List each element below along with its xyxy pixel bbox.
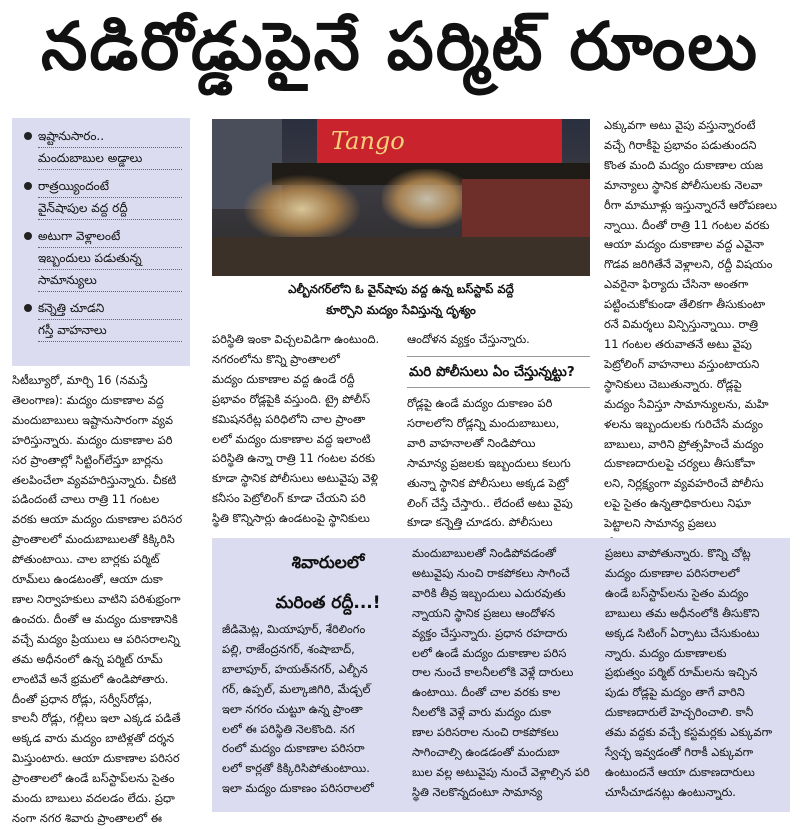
article-column-3 xyxy=(407,394,590,534)
article-line: అక్కడ సిటింగ్‌ ఏర్పాటు చేసుకుంటు xyxy=(605,625,760,640)
bullet-icon xyxy=(24,304,32,312)
article-column-4 xyxy=(604,116,790,536)
boxed-story-subhead xyxy=(248,543,408,623)
article-line: మద్యం దుకాణాల పరిసరాలలో xyxy=(605,565,740,580)
article-line: కూడా స్థానిక పోలీసులు అటువైపు వెళ్లి xyxy=(212,471,378,486)
highlight-line: అటుగా వెళ్లాలంటే xyxy=(38,226,182,248)
boxed-column-1 xyxy=(222,620,402,800)
article-line: తలపించేలా వ్యవహరిస్తున్నారు. చీకటి xyxy=(12,472,177,487)
highlight-item xyxy=(22,176,182,220)
article-line: మద్యం సేవిస్తూ సామాన్యులను, మహి xyxy=(604,396,769,411)
article-line: రోడ్లపై ఉండే మద్యం దుకాణం పరి xyxy=(407,396,553,410)
bullet-icon xyxy=(24,132,32,140)
article-line: ప్రజలు వాపోతున్నారు. కొన్ని చోట్ల xyxy=(605,546,751,560)
headline: నడిరోడ్డుపైనే పర్మిట్‌ రూంలు xyxy=(40,7,760,85)
article-line: దీంతో ప్రధాన రోడ్లు, సర్వీస్‌రోడ్లు, xyxy=(12,691,153,706)
article-column-2 xyxy=(212,330,397,535)
article-line: వారి వాహనాలతో నిండిపోయి xyxy=(407,435,536,450)
caption-line: ఎల్బీనగర్‌లోని ఓ వైన్‌షాపు వద్ద ఉన్న బస్‌స్టాప్‌ వద్దే xyxy=(288,282,514,296)
article-line: పోతుంటాయి. చాల బార్లకు పర్మిట్‌ xyxy=(12,552,160,567)
article-line: ణాల నిర్వాహకులు వాటిని పరిశుభ్రంగా xyxy=(12,591,181,606)
highlights-list xyxy=(22,126,182,342)
article-line: సర ప్రాంతాల్లో సిట్టింగ్‌లేస్తూ బార్లను xyxy=(12,452,163,467)
article-line: మందుబాబులతో నిండిపోవడంతో xyxy=(412,546,557,560)
article-line: పుడు రోడ్లపై మద్యం తాగే వారిని xyxy=(605,685,745,700)
article-line: సరాలలోని రోడ్లన్ని మందుబాబులు, xyxy=(407,415,560,430)
article-line: బాలాపూర్‌, హయత్‌నగర్‌, ఎల్బీన xyxy=(222,661,368,676)
article-line: ఉండే బస్‌స్టాప్‌లను సైతం మద్యం xyxy=(605,585,749,600)
article-line: రీగా మామూళ్లు ఇస్తున్నారనే ఆరోపణలు xyxy=(604,197,777,212)
article-line: స్థానికులు చెబుతున్నారు. రోడ్లపై xyxy=(604,376,742,391)
article-line: ఉంటుందనే ఆయా దుకాణదారులు xyxy=(605,764,755,779)
article-line: రనే విమర్శలు విన్పిస్తున్నాయి. రాత్రి xyxy=(604,317,759,332)
article-line: లలో మద్యం దుకాణాల వద్ద ఇలాంటి xyxy=(212,431,371,446)
article-line: లని, నిర్లక్ష్యంగా వ్యవహరించే పోలీసు xyxy=(604,476,764,491)
highlight-line: గస్తీ వాహనాలు xyxy=(38,320,182,342)
article-line: నంగా నగర శివారు ప్రాంతాలలో ఈ xyxy=(12,810,162,825)
article-line: కొంత మంది మద్యం దుకాణాల యజ xyxy=(604,157,764,172)
article-line: లపై సైతం ఉన్నతాధికారులు నిఘా xyxy=(604,496,751,511)
article-line: ఆయా మద్యం దుకాణాల వద్ద ఎవైనా xyxy=(604,237,765,252)
news-photo xyxy=(212,119,590,276)
article-line: అక్కడ వారు మద్యం బాటిళ్లతో దర్శన xyxy=(12,731,175,746)
subhead-line: శివారులలో xyxy=(291,553,365,573)
highlight-item xyxy=(22,126,182,170)
article-line: పరిస్థితి ఉన్నా రాత్రి 11 గంటల వరకు xyxy=(212,451,376,466)
article-line: కమిషనరేట్ల పరిధిలోని చాల ప్రాంతా xyxy=(212,411,366,426)
article-line: గొడవ జరిగితేనే వెళ్లాలని, రద్దీ విషయం xyxy=(604,257,773,272)
highlight-line: సామాన్యులు xyxy=(38,270,182,292)
boxed-column-2 xyxy=(412,544,595,806)
article-line: ప్రభావం రోడ్లపైకి వస్తుంది. ట్రై పోలీస్‌ xyxy=(212,391,371,406)
photo-shop-sign: Tango xyxy=(317,119,562,163)
highlight-line: ఇష్టానుసారం.. xyxy=(38,126,182,148)
article-line: లలో ఉండే మద్యం దుకాణాల పరిస xyxy=(412,645,567,660)
article-line: దుకాణదారులపై చర్యలు తీసుకోవా xyxy=(604,456,756,471)
article-line: స్వేచ్ఛ ఇవ్వడంతో గిరాకీ ఎక్కువగా xyxy=(605,745,754,760)
article-line: న్నారు. మద్యం దుకాణాలకు xyxy=(605,645,727,660)
article-line: లలో ఈ పరిస్థితి నెలకొంది. నగ xyxy=(222,721,355,736)
article-line: సామాన్య ప్రజలకు ఇబ్బందులు కలుగు xyxy=(407,455,571,470)
article-line: బాబులు, వారిని ప్రోత్సహించే మద్యం xyxy=(604,436,764,451)
article-line: లాంటివే అనే భ్రమలో ఉండిపోతారు. xyxy=(12,671,169,686)
boxed-column-3 xyxy=(605,544,785,806)
highlight-item xyxy=(22,298,182,342)
subhead-line: మరింత రద్దీ...! xyxy=(275,593,381,613)
article-line: ఉంటాయి. దీంతో చాల వరకు కాల xyxy=(412,685,561,700)
article-line: మందుబాబులు ఇష్టానుసారంగా వ్యవ xyxy=(12,412,173,427)
article-line: ప్రభుత్వం పర్మిట్‌ రూమ్‌లను ఇచ్చిన xyxy=(605,665,758,680)
article-line: వ్యక్తం చేస్తున్నారు. ప్రధాన రహదారు xyxy=(412,625,568,640)
article-line: ఉంచరు. దీంతో ఆ మద్యం దుకాణానికి xyxy=(12,611,178,626)
photo-light xyxy=(242,174,362,244)
article-line: న్నాయని స్థానిక ప్రజలు ఆందోళన xyxy=(412,605,555,620)
article-line: రూమ్‌లు ఉండటంతో, ఆయా దుకా xyxy=(12,572,163,587)
article-line: పరిస్థితి ఇంకా విచ్చలవిడిగా ఉంటుంది. xyxy=(212,332,380,346)
photo-caption xyxy=(212,276,590,326)
article-line: లలో కార్లతో కిక్కిరిసిపోతుంటాయి. xyxy=(222,761,370,776)
highlights-sidebar xyxy=(12,118,190,366)
bullet-icon xyxy=(24,182,32,190)
highlight-line: కన్నెత్తి చూడని xyxy=(38,298,182,320)
article-line: మాన్యాలు స్థానిక పోలీసులకు నెలవా xyxy=(604,177,763,192)
article-line: రాల నుంచే కాలనీలలోకి వెళ్లే దారులు xyxy=(412,665,574,680)
article-line: నగరంలోను కొన్ని ప్రాంతాలలో xyxy=(212,351,340,366)
article-line: మందు బాబులు వదలడం లేదు. ప్రధా xyxy=(12,791,175,806)
article-line: కాలనీ రోడ్లు, గల్లీలు ఇలా ఎక్కడ పడితే xyxy=(12,711,181,726)
article-line: మిస్తుంటారు. ఆయా దుకాణాల పరిసర xyxy=(12,751,180,766)
article-line: బుల వల్ల అటువైపు నుంచే వెళ్లాల్సిన పరి xyxy=(412,764,590,779)
highlight-line: మందుబాబుల అడ్డాలు xyxy=(38,148,182,170)
article-line: సిటీబ్యూరో, మార్చి 16 (నమస్తే xyxy=(12,373,148,387)
highlight-item xyxy=(22,226,182,292)
highlight-line: రాత్రయ్యిందంటే xyxy=(38,176,182,198)
article-line: పెట్రోలింగ్‌ వాహనాలు వస్తుంటాయని xyxy=(604,356,760,371)
article-line: రంలో మద్యం దుకాణాల పరిసరా xyxy=(222,741,365,756)
section-subhead-police: మరి పోలీసులు ఏం చేస్తున్నట్టు? xyxy=(407,356,590,388)
article-line: జీడిమెట్ల, మియాపూర్‌, శేరిలింగం xyxy=(222,622,366,636)
article-line: తెలంగాణ): మద్యం దుకాణాల వద్ద xyxy=(12,392,164,407)
article-line: ప్రాంతాలలో ఉండే బస్‌స్టాప్‌లను సైతం xyxy=(12,771,175,786)
article-line: లింగ్‌ చేస్తే చేస్తారు.. లేదంటే అటు వైపు xyxy=(407,495,573,510)
article-line: మద్యం దుకాణాల వద్ద ఉండే రద్దీ xyxy=(212,371,355,386)
article-line: ఎవరైనా ఫిర్యాదు చేసినా అంతగా xyxy=(604,277,749,292)
article-line: వారికి తీవ్ర ఇబ్బందులు ఎదురవుతు xyxy=(412,585,566,600)
article-line: నీలలోకి వెళ్లే వారు మద్యం దుకా xyxy=(412,705,551,720)
article-line: 11 గంటల తరువాతనే అటు వైపు xyxy=(604,336,752,351)
article-line: పడిందంటే చాలు రాత్రి 11 గంటల xyxy=(12,492,160,507)
article-line: బాబులు తమ అధీనంలోకి తీసుకొని xyxy=(605,605,760,620)
highlight-line: ఇబ్బందులు పడుతున్న xyxy=(38,248,182,270)
article-line: ణాల పరిసరాల నుంచి రాకపోకలు xyxy=(412,725,559,740)
article-line: అటువైపు నుంచి రాకపోకలు సాగించే xyxy=(412,565,570,580)
article-line: దుకాణదారులే హెచ్చరించాలి. కానీ xyxy=(605,705,754,720)
article-line: ఇలా నగరం చుట్టూ ఉన్న ప్రాంతా xyxy=(222,701,363,716)
bullet-icon xyxy=(24,232,32,240)
article-line: ఆందోళన వ్యక్తం చేస్తున్నారు. xyxy=(407,332,530,346)
article-line: స్థితి కొన్నిసార్లు ఉండటంపై స్థానికులు xyxy=(212,511,370,526)
article-line: తమ వద్దకు వచ్చే కస్టమర్లకు ఎక్కువగా xyxy=(605,725,773,740)
article-line: ళలను ఇబ్బందులకు గురిచేసే మద్యం xyxy=(604,416,763,431)
article-line: ఎక్కువగా అటు వైపు వస్తున్నారంటే xyxy=(604,118,756,132)
article-line: తమ అధీనంలో ఉన్న పర్మిట్‌ రూమ్‌ xyxy=(12,651,163,666)
article-line: న్నాయి. దీంతో రాత్రి 11 గంటల వరకు xyxy=(604,217,770,232)
article-line: పెట్టాలని సామాన్య ప్రజలు xyxy=(604,516,717,531)
article-line: స్థితి నెలకొన్నదంటూ సామాన్య xyxy=(412,784,543,799)
photo-light xyxy=(382,169,472,229)
article-line: కూడా కన్నెత్తి చూడరు. పోలీసులు xyxy=(407,515,553,530)
article-line: పట్టించుకోకుండా తేలికగా తీసుకుంటా xyxy=(604,297,766,312)
article-line: పల్లి, రాజేంద్రనగర్‌, శంషాబాద్‌, xyxy=(222,641,355,656)
article-line: వచ్చే గిరాకీపై ప్రభావం పడుతుందని xyxy=(604,137,757,152)
article-column-3-top xyxy=(407,330,590,352)
article-line: వచ్చే మద్యం ప్రియులు ఆ పరిసరాలన్ని xyxy=(12,631,180,646)
article-line: తున్నా స్థానిక పోలీసులు అక్కడ పెట్రో xyxy=(407,475,569,490)
photo-ground xyxy=(212,237,590,276)
caption-line: కూర్చొని మద్యం సేవిస్తున్న దృశ్యం xyxy=(326,303,476,317)
article-line: హరిస్తున్నారు. మద్యం దుకాణాల పరి xyxy=(12,432,173,447)
article-line: ప్రాంతాలలో మందుబాబులతో కిక్కిరిసి xyxy=(12,532,175,547)
article-line: ఇలా మద్యం దుకాణం పరిసరాలలో xyxy=(222,781,374,796)
article-line: చూసీచూడనట్లు ఉంటున్నారు. xyxy=(605,784,736,799)
article-line: వరకు ఆయా మద్యం దుకాణాల పరిసర xyxy=(12,512,183,527)
article-line: గర్‌, ఉప్పల్‌, మల్కాజిగిరి, మేడ్చల్‌ xyxy=(222,681,371,696)
article-column-1 xyxy=(12,371,190,825)
article-line: సాగించాల్సి ఉండడంతో మందుబా xyxy=(412,745,560,760)
highlight-line: వైన్‌షాపుల వద్ద రద్దీ xyxy=(38,198,182,220)
article-line: కనీసం పెట్రోలింగ్‌ కూడా చేయని పరి xyxy=(212,491,366,506)
